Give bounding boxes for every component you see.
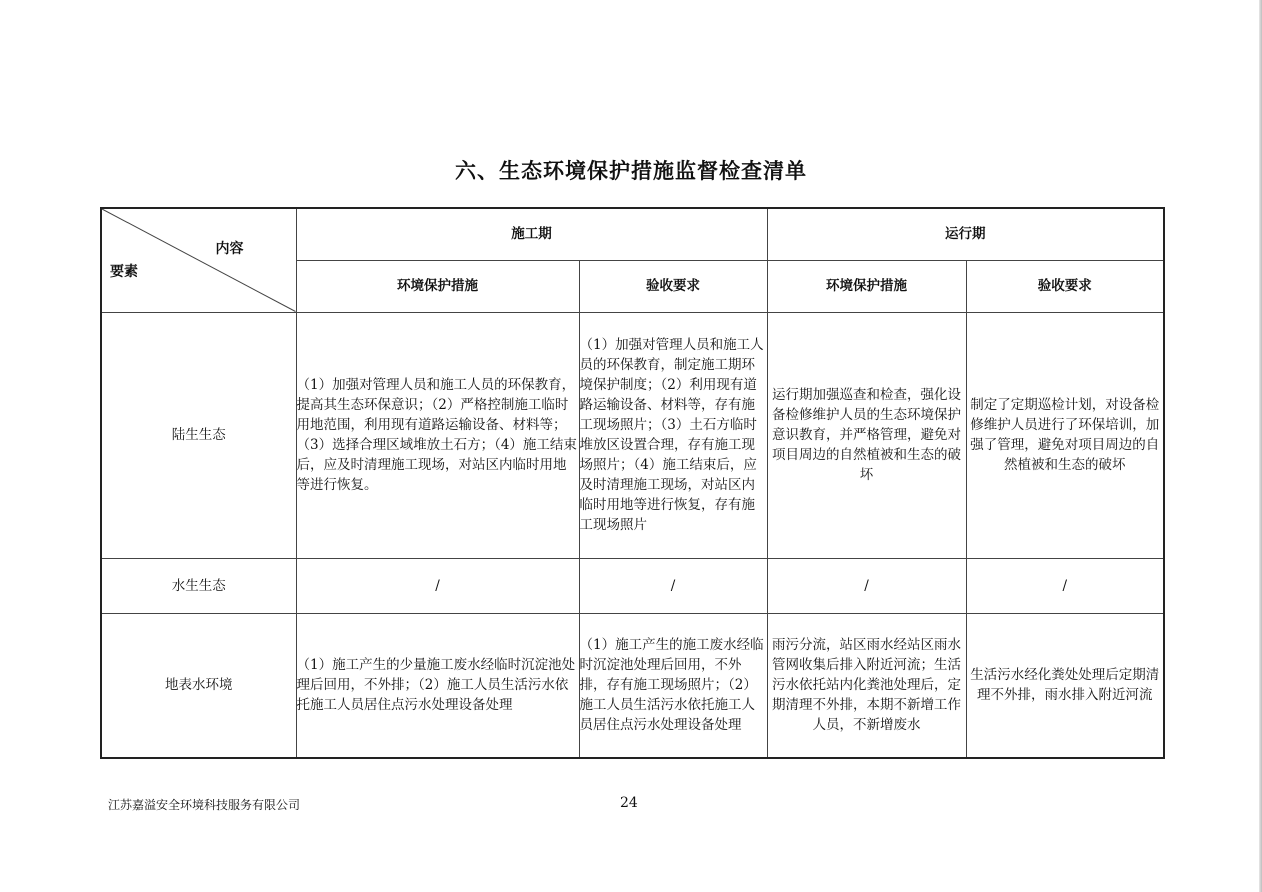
table-row — [101, 312, 1164, 558]
element-cell: 地表水环境 — [101, 613, 296, 758]
company-name: 江苏嘉溢安全环境科技服务有限公司 — [108, 798, 301, 812]
construction-acceptance-cell: （1）加强对管理人员和施工人员的环保教育，制定施工期环境保护制度；（2）利用现有道路运输设备、材料等，存有施工现场照片；（3）土石方临时堆放区设置合理，存有施工现场照片；（4）施工结束后，应及时清理施工现场，对站区内临时用地等进行恢复，存有施工现场照片 — [579, 312, 767, 558]
operation-measures-cell: / — [767, 558, 966, 613]
diagonal-divider — [102, 209, 296, 312]
construction-acceptance-cell: / — [579, 558, 767, 613]
operation-measures-header: 环境保护措施 — [767, 260, 966, 312]
construction-measures-cell: （1）施工产生的少量施工废水经临时沉淀池处理后回用，不外排；（2）施工人员生活污水依托施工人员居住点污水处理设备处理 — [296, 613, 579, 758]
operation-measures-cell: 运行期加强巡查和检查，强化设备检修维护人员的生态环境保护意识教育，并严格管理，避免对项目周边的自然植被和生态的破坏 — [767, 312, 966, 558]
table-row — [101, 558, 1164, 613]
operation-measures-cell: 雨污分流，站区雨水经站区雨水管网收集后排入附近河流；生活污水依托站内化粪池处理后，定期清理不外排，本期不新增工作人员，不新增废水 — [767, 613, 966, 758]
construction-period-header: 施工期 — [296, 208, 767, 260]
content-header-label: 内容 — [215, 241, 244, 257]
element-cell: 陆生生态 — [101, 312, 296, 558]
operation-period-header: 运行期 — [767, 208, 1164, 260]
period-header-row — [101, 208, 1164, 260]
table-row — [101, 613, 1164, 758]
construction-measures-cell: / — [296, 558, 579, 613]
page-number: 24 — [620, 795, 638, 811]
operation-acceptance-cell: / — [966, 558, 1164, 613]
supervision-checklist-table — [100, 207, 1165, 759]
construction-acceptance-header: 验收要求 — [579, 260, 767, 312]
element-cell: 水生生态 — [101, 558, 296, 613]
construction-measures-header: 环境保护措施 — [296, 260, 579, 312]
operation-acceptance-header: 验收要求 — [966, 260, 1164, 312]
construction-measures-cell: （1）加强对管理人员和施工人员的环保教育，提高其生态环保意识；（2）严格控制施工临时用地范围，利用现有道路运输设备、材料等；（3）选择合理区域堆放土石方；（4）施工结束后，应及时清理施工现场，对站区内临时用地等进行恢复。 — [296, 312, 579, 558]
construction-acceptance-cell: （1）施工产生的施工废水经临时沉淀池处理后回用，不外排，存有施工现场照片；（2）施工人员生活污水依托施工人员居住点污水处理设备处理 — [579, 613, 767, 758]
page-title: 六、生态环境保护措施监督检查清单 — [455, 159, 807, 183]
operation-acceptance-cell: 生活污水经化粪处处理后定期清理不外排，雨水排入附近河流 — [966, 613, 1164, 758]
corner-header-cell — [101, 208, 296, 312]
operation-acceptance-cell: 制定了定期巡检计划，对设备检修维护人员进行了环保培训，加强了管理，避免对项目周边的自然植被和生态的破坏 — [966, 312, 1164, 558]
element-header-label: 要素 — [110, 263, 138, 280]
